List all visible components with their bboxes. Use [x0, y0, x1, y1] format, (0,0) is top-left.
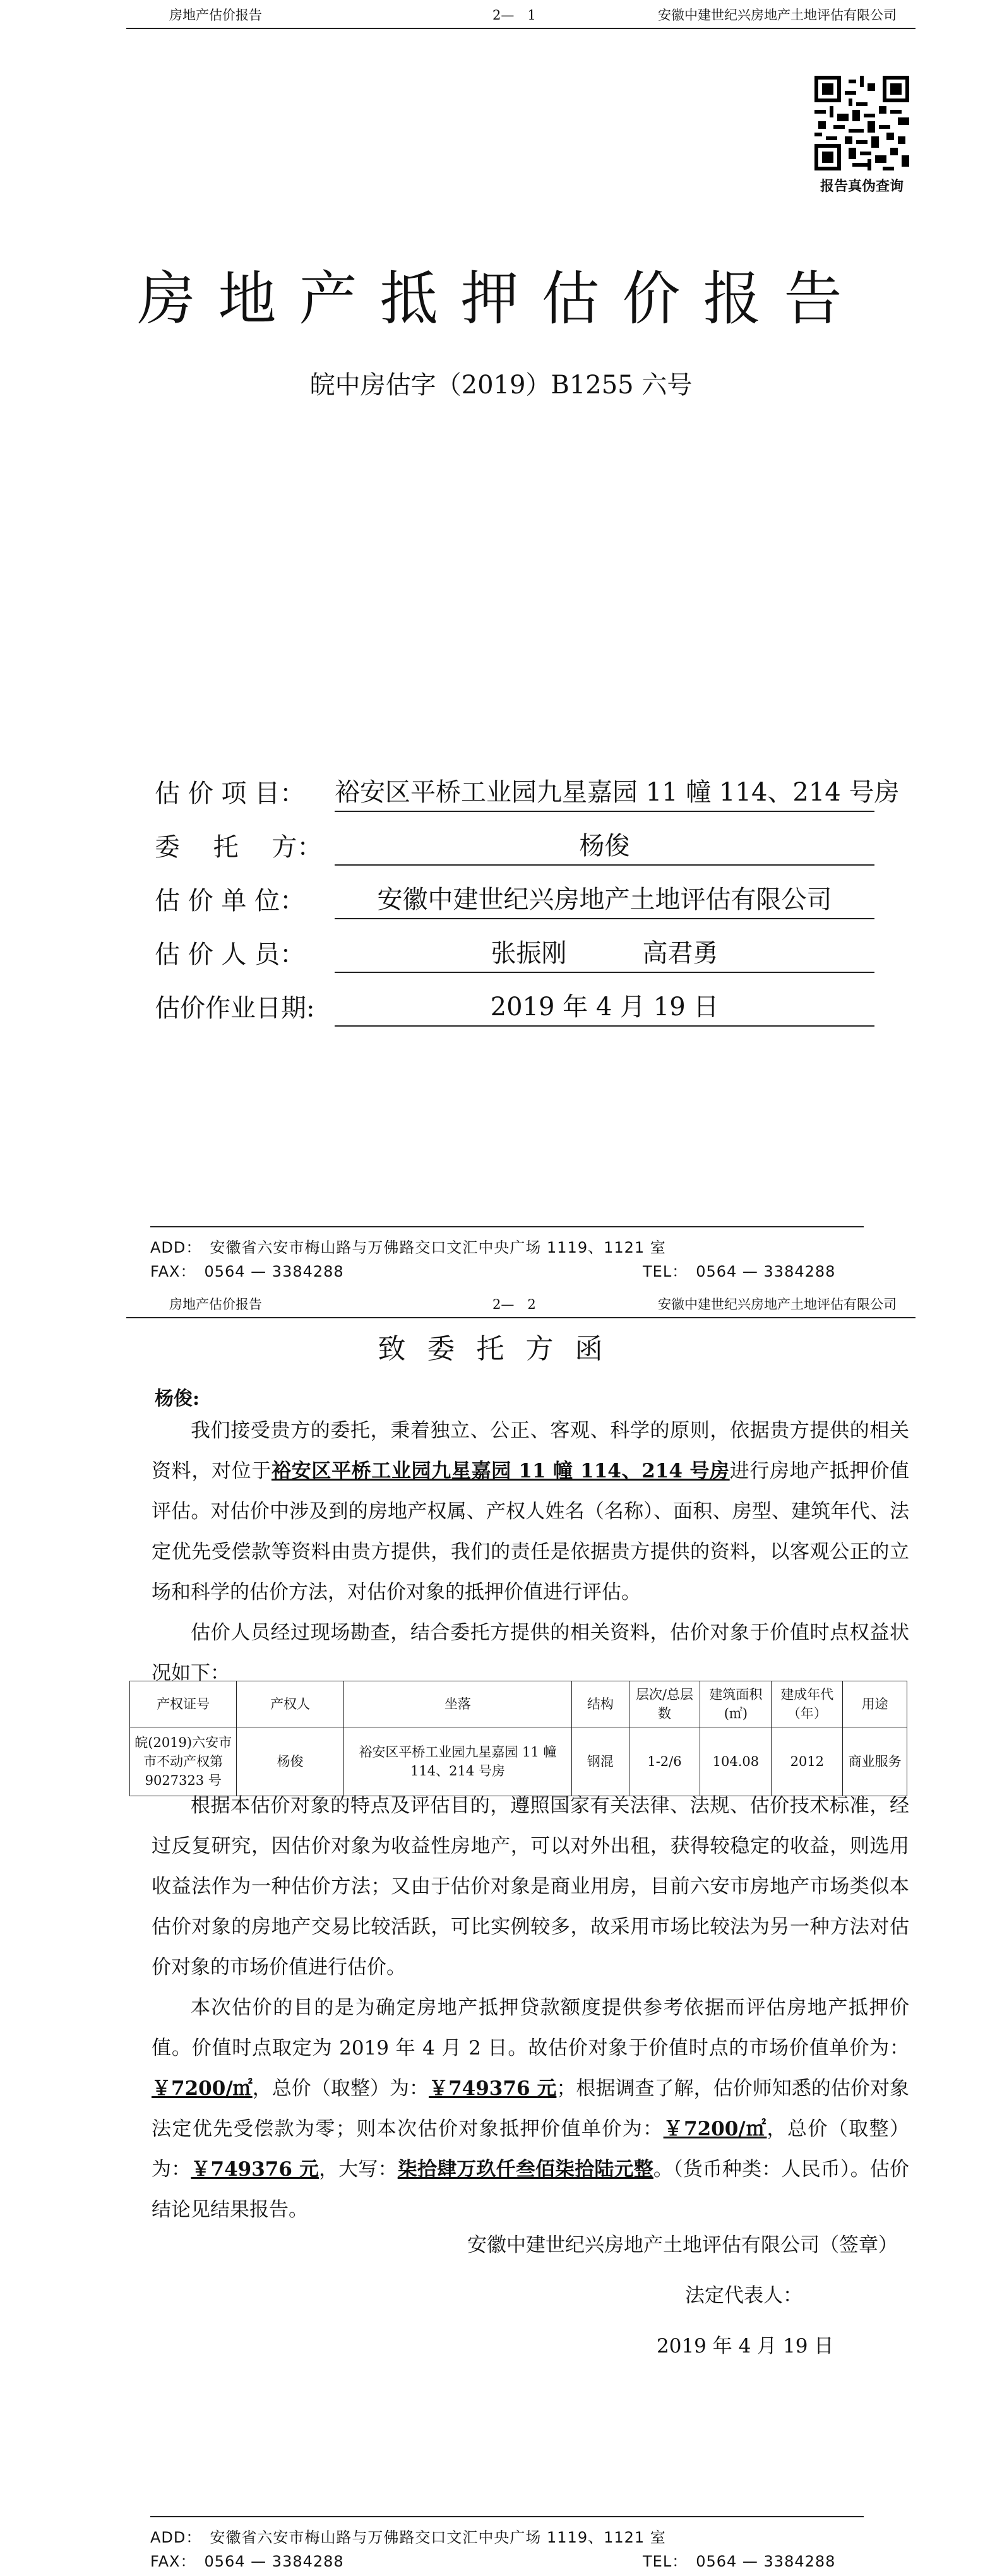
footer-rule [150, 2516, 864, 2517]
text-span: 本次估价的目的是为确定房地产抵押贷款额度提供参考依据而评估房地产抵押价值。价值时点取定为 2019 年 4 月 2 日。故估价对象于价值时点的市场价值单价为： [152, 1996, 909, 2060]
underline [335, 918, 874, 919]
header-page-number: 2— 2 [492, 1297, 536, 1312]
table-cell: 杨俊 [237, 1727, 343, 1796]
column-header: 层次/总层数 [629, 1681, 700, 1727]
footer-tel: TEL： 0564 — 3384288 [643, 2553, 836, 2570]
info-row-client [155, 830, 893, 868]
underline [335, 1025, 874, 1027]
letter-paragraph-4 [152, 1988, 909, 2230]
text-span: 我们接受贵方的委托，秉着独立、公正、客观、科学的原则，依据贵方提供的相关资料，对位于 [152, 1419, 909, 1482]
info-label: 委 托 方： [155, 833, 323, 862]
table-cell: 1-2/6 [629, 1727, 700, 1796]
info-label: 估 价 项 目： [155, 779, 306, 808]
header-company: 安徽中建世纪兴房地产土地评估有限公司 [658, 1297, 897, 1312]
table-cell: 裕安区平桥工业园九星嘉园 11 幢 114、214 号房 [343, 1727, 571, 1796]
property-table [129, 1681, 907, 1796]
footer-fax: FAX： 0564 — 3384288 [150, 2553, 344, 2570]
column-header: 建筑面积(㎡) [700, 1681, 772, 1727]
page-header [126, 1289, 916, 1318]
table-header-row [130, 1681, 907, 1727]
column-header: 用途 [843, 1681, 907, 1727]
report-number: 皖中房估字（2019）B1255 六号 [309, 371, 693, 400]
qr-code-icon[interactable] [814, 76, 909, 170]
total-price: ￥749376 元 [429, 2077, 557, 2100]
letter-title: 致委托方函 [378, 1333, 624, 1365]
info-label: 估价作业日期: [155, 994, 315, 1023]
mortgage-unit-price: ￥7200/㎡ [663, 2118, 767, 2140]
column-header: 坐落 [343, 1681, 571, 1727]
text-span: 。（货币种类：人民币）。估价结论见结果报告。 [152, 2158, 910, 2221]
underline [335, 864, 874, 866]
info-value: 裕安区平桥工业园九星嘉园 11 幢 114、214 号房 [335, 778, 900, 807]
header-company: 安徽中建世纪兴房地产土地评估有限公司 [658, 8, 897, 23]
text-span: ；根据调查了解，估价师知悉的估价对象法定优先受偿款为零；则本次估价对象抵押价值单价为： [152, 2077, 910, 2140]
info-row-date [155, 991, 893, 1029]
header-report-name: 房地产估价报告 [169, 1297, 262, 1312]
qr-caption: 报告真伪查询 [820, 178, 904, 194]
cover-title: 房地产抵押估价报告 [137, 265, 865, 333]
info-label: 估 价 单 位： [155, 886, 306, 915]
table-cell: 2012 [772, 1727, 843, 1796]
table-cell: 钢混 [572, 1727, 629, 1796]
mortgage-total-price: ￥749376 元 [191, 2158, 319, 2181]
table-cell: 104.08 [700, 1727, 772, 1796]
info-value: 安徽中建世纪兴房地产土地评估有限公司 [377, 885, 832, 914]
footer-tel: TEL： 0564 — 3384288 [643, 1263, 836, 1280]
footer-address: ADD： 安徽省六安市梅山路与万佛路交口文汇中央广场 1119、1121 室 [150, 2529, 666, 2546]
unit-price: ￥7200/㎡ [152, 2077, 253, 2100]
underline [335, 811, 874, 812]
column-header: 建成年代（年） [772, 1681, 843, 1727]
text-span: ，大写： [319, 2158, 398, 2181]
column-header: 结构 [572, 1681, 629, 1727]
info-value: 杨俊 [579, 832, 630, 861]
text-span: ，总价（取整）为： [252, 2077, 429, 2100]
table-cell: 皖(2019)六安市市不动产权第 9027323 号 [130, 1727, 237, 1796]
column-header: 产权证号 [130, 1681, 237, 1727]
legal-representative: 法定代表人： [685, 2284, 802, 2307]
company-signature: 安徽中建世纪兴房地产土地评估有限公司（签章） [467, 2234, 898, 2257]
table-cell: 商业服务 [843, 1727, 907, 1796]
info-value: 张振刚 高君勇 [491, 939, 719, 968]
info-row-appraisers [155, 938, 893, 975]
letter-paragraph-3: 根据本估价对象的特点及评估目的，遵照国家有关法律、法规、估价技术标准，经过反复研究，因估价对象为收益性房地产，可以对外出租，获得较稳定的收益，则选用收益法作为一种估价方法；又由于估价对象是商业用房，目前六安市房地产市场类似本估价对象的房地产交易比较活跃，可比实例较多，故采用市场比较法为另一种方法对估价对象的市场价值进行估价。 [152, 1794, 909, 1979]
letter-paragraph-2: 估价人员经过现场勘查，结合委托方提供的相关资料，估价对象于价值时点权益状况如下： [152, 1621, 909, 1685]
letter-date: 2019 年 4 月 19 日 [657, 2335, 834, 2358]
total-price-chinese: 柒拾肆万玖仟叁佰柒拾陆元整 [397, 2158, 653, 2181]
column-header: 产权人 [237, 1681, 343, 1727]
info-value: 2019 年 4 月 19 日 [490, 993, 719, 1022]
letter-paragraph-1 [152, 1410, 909, 1613]
header-report-name: 房地产估价报告 [169, 8, 262, 23]
footer-rule [150, 1226, 864, 1227]
info-label: 估 价 人 员： [155, 940, 306, 969]
footer-fax: FAX： 0564 — 3384288 [150, 1263, 344, 1280]
salutation: 杨俊: [155, 1388, 200, 1410]
text-span: 进行房地产抵押价值评估。对估价中涉及到的房地产权属、产权人姓名（名称）、面积、房型、建筑年代、法定优先受偿款等资料由贵方提供，我们的责任是依据贵方提供的资料，以客观公正的立场和科学的估价方法，对估价对象的抵押价值进行评估。 [152, 1460, 910, 1604]
property-address: 裕安区平桥工业园九星嘉园 11 幢 114、214 号房 [271, 1460, 730, 1482]
header-page-number: 2— 1 [492, 8, 536, 23]
footer-address: ADD： 安徽省六安市梅山路与万佛路交口文汇中央广场 1119、1121 室 [150, 1239, 666, 1256]
page-header [126, 0, 916, 29]
info-row-project [155, 777, 900, 814]
info-row-unit [155, 884, 893, 922]
underline [335, 972, 874, 973]
text-span: ，总价（取整）为： [152, 2118, 910, 2181]
